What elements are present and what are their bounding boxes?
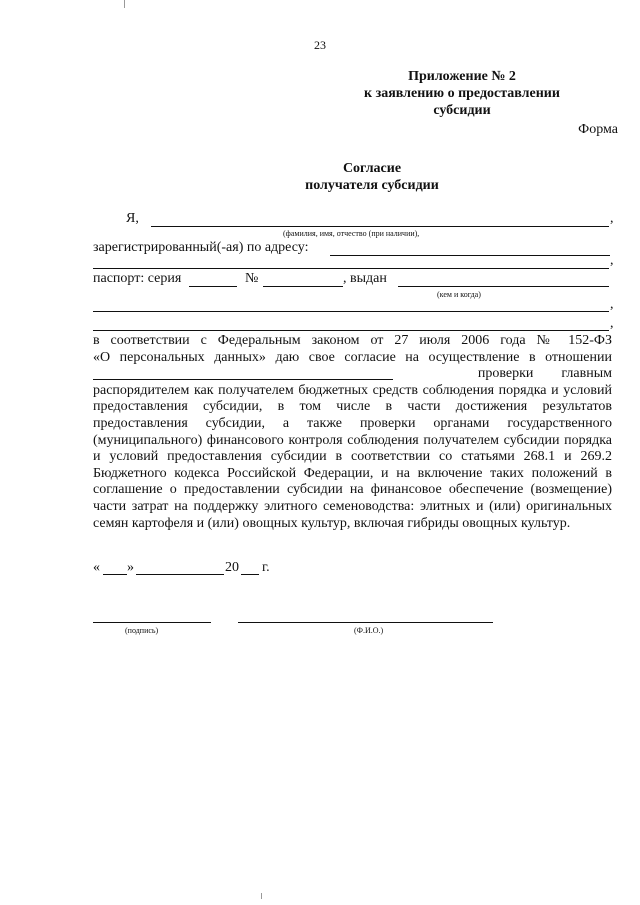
line4-comma: , [610, 316, 614, 331]
fio-note: (фамилия, имя, отчество (при наличии), [283, 229, 420, 238]
blank-line-4[interactable] [93, 330, 609, 331]
address-blank-2[interactable] [93, 268, 609, 269]
signature-blank[interactable] [93, 622, 211, 623]
form-label: Форма [578, 122, 618, 137]
appendix-line-3: субсидии [433, 103, 491, 118]
date-close-quote: » [127, 560, 134, 575]
body-line-3 [93, 366, 612, 383]
title-line-2: получателя субсидии [305, 178, 439, 193]
i-label: Я, [126, 211, 139, 226]
title-line-1: Согласие [342, 161, 402, 176]
fio-signature-note: (Ф.И.О.) [354, 626, 384, 635]
fio-blank[interactable] [151, 226, 609, 227]
passport-number-blank[interactable] [263, 286, 343, 287]
recipient-blank[interactable] [93, 379, 393, 380]
year-prefix: 20 [225, 560, 239, 575]
consent-body [93, 333, 612, 532]
date-open-quote: « [93, 560, 100, 575]
body-rest: распорядителем как получателем бюджетных средств соблюдения порядка и условий предоставления субсидии, в том числе в части достижения результатов предоставления субсидии, а также проверки органами государственного (муниципального) финансового контроля соблюдения получателем субсидии порядка и условий предоставления субсидии в соответствии со статьями 268.1 и 269.2 Бюджетного кодекса Российской Федерации, и на включение таких положений в соглашение о предоставлении субсидии на финансовое обеспечение (возмещение) части затрат на поддержку элитного семеноводства: элитных и (или) оригинальных семян картофеля и (или) овощных культур, включая гибриды овощных культур. [93, 382, 612, 531]
blank-line-3[interactable] [93, 311, 609, 312]
fio-comma: , [610, 211, 614, 226]
document-title [0, 160, 640, 194]
line3-comma: , [610, 297, 614, 312]
appendix-line-2: к заявлению о предоставлении [364, 86, 560, 101]
issued-blank[interactable] [398, 286, 609, 287]
scan-mark [261, 893, 262, 899]
body-line-2: «О персональных данных» даю свое согласие на осуществление в отношении [93, 349, 612, 365]
body-line-3-tail: проверки главным [477, 366, 612, 382]
passport-series-label: паспорт: серия [93, 271, 182, 286]
issued-label: , выдан [343, 271, 387, 286]
issued-note: (кем и когда) [437, 290, 481, 299]
month-blank[interactable] [136, 574, 224, 575]
appendix-header [332, 68, 592, 119]
passport-series-blank[interactable] [189, 286, 237, 287]
signature-note: (подпись) [125, 626, 159, 635]
body-line-1: в соответствии с Федеральным законом от 27 июля 2006 года № 152-ФЗ [93, 333, 612, 348]
passport-number-label: № [245, 271, 259, 286]
fio-signature-blank[interactable] [238, 622, 493, 623]
page-number: 23 [314, 38, 326, 52]
year-suffix: г. [262, 560, 270, 575]
scan-mark [124, 0, 125, 8]
address-comma: , [610, 253, 614, 268]
appendix-line-1: Приложение № 2 [408, 69, 516, 84]
address-blank[interactable] [330, 255, 610, 256]
registered-label: зарегистрированный(-ая) по адресу: [93, 240, 309, 255]
year-blank[interactable] [241, 574, 259, 575]
day-blank[interactable] [103, 574, 127, 575]
